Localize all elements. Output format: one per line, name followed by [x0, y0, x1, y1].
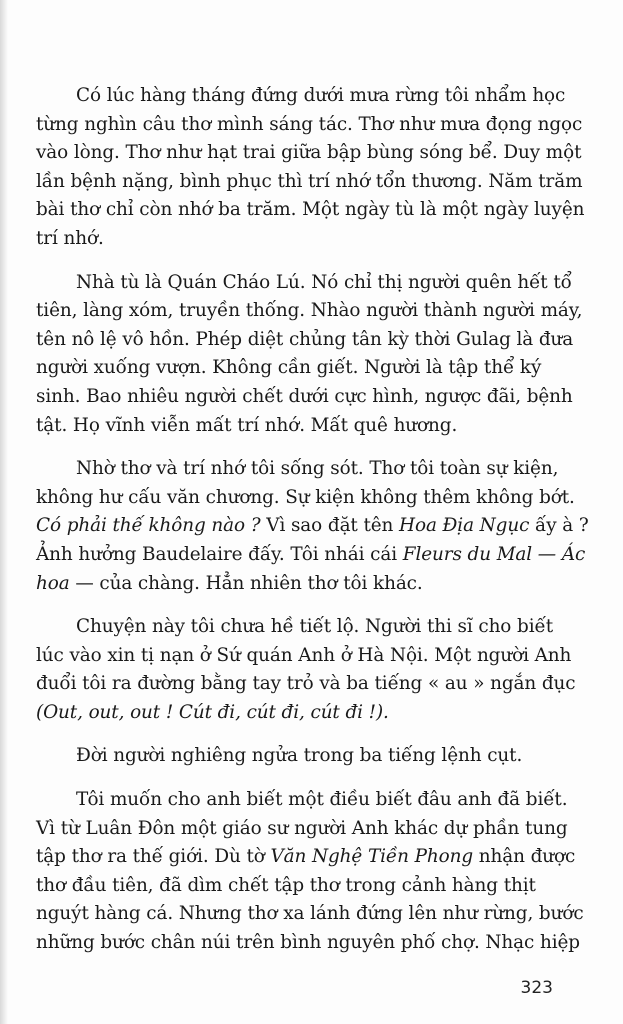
text-line	[36, 843, 591, 872]
book-title: Hoa Địa Ngục	[399, 515, 530, 537]
text-run: nhận được	[473, 846, 576, 868]
text-line: thơ đầu tiên, đã dìm chết tập thơ trong cảnh hàng thịt	[36, 874, 536, 896]
italic-phrase: Có phải thế không nào ?	[36, 515, 261, 537]
text-line: những bước chân núi trên bình nguyên phố chợ. Nhạc hiệp	[36, 932, 580, 954]
paragraph-4	[36, 613, 591, 727]
text-line: vào lòng. Thơ như hạt trai giữa bập bùng sóng bể. Duy một	[36, 142, 582, 164]
text-line: nguýt hàng cá. Nhưng thơ xa lánh đứng lên như rừng, bước	[36, 903, 584, 925]
text-line: từng nghìn câu thơ mình sáng tác. Thơ như mưa đọng ngọc	[36, 113, 583, 135]
page-number: 323	[520, 978, 553, 998]
text-line	[36, 541, 591, 570]
text-line: Nhà tù là Quán Cháo Lú. Nó chỉ thị người quên hết tổ	[76, 271, 572, 293]
text-line: người xuống vượn. Không cần giết. Người là tập thể ký	[36, 357, 542, 379]
paragraph-2	[36, 269, 591, 441]
text-line: Vì từ Luân Đôn một giáo sư người Anh khác dự phần tung	[36, 817, 568, 839]
text-run: ấy à ?	[529, 515, 589, 537]
text-line: Tôi muốn cho anh biết một điều biết đâu anh đã biết.	[76, 789, 568, 811]
paragraph-6	[36, 786, 591, 958]
text-line: Nhờ thơ và trí nhớ tôi sống sót. Thơ tôi toàn sự kiện,	[76, 458, 559, 480]
text-run: Vì sao đặt tên	[260, 515, 400, 537]
paragraph-5	[36, 742, 591, 771]
text-line: Chuyện này tôi chưa hề tiết lộ. Người thi sĩ cho biết	[76, 616, 553, 638]
gutter-shadow	[0, 0, 8, 1024]
magazine-title: Văn Nghệ Tiền Phong	[270, 846, 474, 868]
text-line: không hư cấu văn chương. Sự kiện không thêm không bớt.	[36, 486, 575, 508]
book-title: hoa	[36, 572, 70, 594]
body-text	[36, 82, 591, 973]
text-line: tật. Họ vĩnh viễn mất trí nhớ. Mất quê hương.	[36, 414, 458, 436]
text-line	[36, 512, 591, 541]
paragraph-3	[36, 455, 591, 598]
text-run: — của chàng. Hẳn nhiên thơ tôi khác.	[69, 572, 423, 594]
text-line: lúc vào xin tị nạn ở Sứ quán Anh ở Hà Nội. Một người Anh	[36, 644, 572, 666]
text-line	[36, 570, 591, 599]
paragraph-1	[36, 82, 591, 254]
text-line: lần bệnh nặng, bình phục thì trí nhớ tổn thương. Năm trăm	[36, 170, 583, 192]
italic-quote-line: (Out, out, out ! Cút đi, cút đi, cút đi !).	[36, 701, 389, 723]
text-line: đuổi tôi ra đường bằng tay trỏ và ba tiếng « au » ngắn đục	[36, 673, 576, 695]
text-line: tên nô lệ vô hồn. Phép diệt chủng tân kỳ thời Gulag là đưa	[36, 328, 574, 350]
text-run: Ảnh hưởng Baudelaire đấy. Tôi nhái cái	[36, 543, 403, 565]
text-line: bài thơ chỉ còn nhớ ba trăm. Một ngày tù là một ngày luyện	[36, 199, 585, 221]
text-line: Đời người nghiêng ngửa trong ba tiếng lệnh cụt.	[76, 745, 523, 767]
text-line: tiên, làng xóm, truyền thống. Nhào người thành người máy,	[36, 300, 583, 322]
text-line: sinh. Bao nhiêu người chết dưới cực hình, ngược đãi, bệnh	[36, 385, 573, 407]
book-title: Fleurs du Mal — Ác	[402, 543, 586, 565]
text-line: trí nhớ.	[36, 227, 104, 249]
text-run: tập thơ ra thế giới. Dù tờ	[36, 846, 271, 868]
text-line: Có lúc hàng tháng đứng dưới mưa rừng tôi nhẩm học	[76, 85, 566, 106]
